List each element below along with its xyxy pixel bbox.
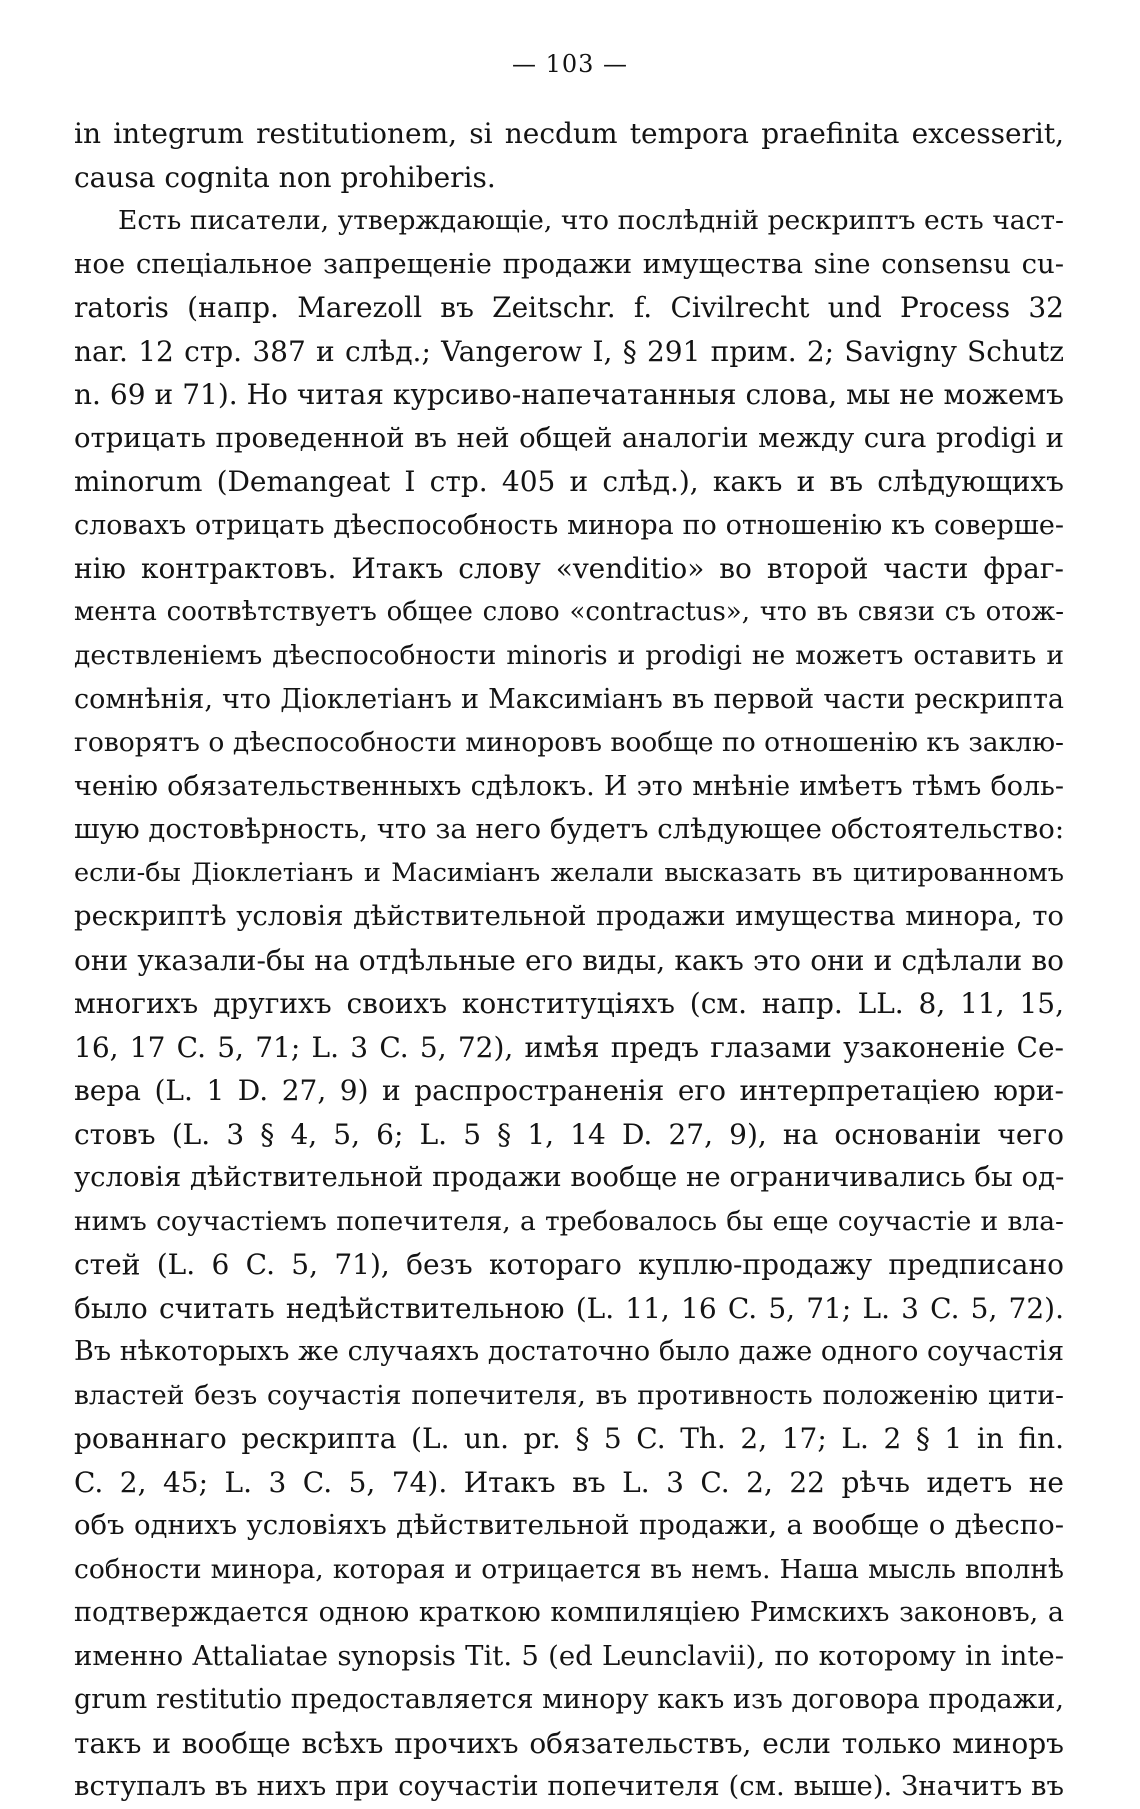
- text-line: C. 2, 45; L. 3 C. 5, 74). Итакъ въ L. 3 C. 2, 22 рѣчь идетъ не: [74, 1465, 1064, 1499]
- text-line: объ однихъ условіяхъ дѣйствительной продажи, а вообще о дѣеспо-: [74, 1509, 1064, 1541]
- text-line: рескриптѣ условія дѣйствительной продажи имущества минора, то: [74, 900, 1064, 932]
- text-line: такъ и вообще всѣхъ прочихъ обязательствъ, если только миноръ: [74, 1726, 1064, 1760]
- text-line: nar. 12 стр. 387 и слѣд.; Vangerow I, § 291 прим. 2; Savigny Schutz: [74, 334, 1064, 368]
- page-number: — 103 —: [511, 50, 629, 78]
- text-line: дествленіемъ дѣеспособности minoris и prodigi не можетъ оставить и: [74, 640, 1064, 671]
- text-line: 16, 17 C. 5, 71; L. 3 C. 5, 72), имѣя предъ глазами узаконеніе Се-: [74, 1030, 1064, 1064]
- text-line: нимъ соучастіемъ попечителя, а требовалось бы еще соучастіе и вла-: [74, 1205, 1064, 1237]
- text-line: n. 69 и 71). Но читая курсиво-напечатанныя слова, мы не можемъ: [74, 378, 1064, 411]
- text-line: Въ нѣкоторыхъ же случаяхъ достаточно было даже одного соучастія: [74, 1336, 1064, 1367]
- text-line: ratoris (напр. Marezoll въ Zeitschr. f. Civilrecht und Process 32: [74, 291, 1064, 324]
- text-line: говорятъ о дѣеспособности миноровъ вообще по отношенію къ заклю-: [74, 727, 1064, 758]
- text-line: рованнаго рескрипта (L. un. pr. § 5 C. Th. 2, 17; L. 2 § 1 in fin.: [74, 1422, 1064, 1455]
- text-line: causa cognita non prohiberis.: [74, 160, 496, 194]
- text-body: [74, 112, 1064, 1809]
- text-line: minorum (Demangeat I стр. 405 и слѣд.), какъ и въ слѣдующихъ: [74, 465, 1064, 498]
- text-line: стовъ (L. 3 § 4, 5, 6; L. 5 § 1, 14 D. 27, 9), на основаніи чего: [74, 1117, 1064, 1151]
- text-line: условія дѣйствительной продажи вообще не ограничивались бы од-: [74, 1161, 1064, 1193]
- text-line: ченію обязательственныхъ сдѣлокъ. И это мнѣніе имѣетъ тѣмъ боль-: [74, 770, 1064, 802]
- text-line: вступалъ въ нихъ при соучастіи попечителя (см. выше). Значитъ въ: [74, 1770, 1064, 1802]
- text-line: собности минора, которая и отрицается въ немъ. Наша мысль вполнѣ: [74, 1553, 1064, 1585]
- text-line: было считать недѣйствительною (L. 11, 16 C. 5, 71; L. 3 C. 5, 72).: [74, 1291, 1064, 1325]
- text-line: in integrum restitutionem, si necdum tempora praefinita excesserit,: [74, 117, 1064, 150]
- text-line: сомнѣнія, что Діоклетіанъ и Максиміанъ въ первой части рескрипта: [74, 683, 1064, 715]
- text-line: grum restitutio предоставляется минору какъ изъ договора продажи,: [74, 1684, 1064, 1715]
- text-line: подтверждается одною краткою компиляціею Римскихъ законовъ, а: [74, 1597, 1064, 1628]
- text-line: отрицать проведенной въ ней общей аналогіи между cura prodigi и: [74, 421, 1064, 454]
- text-line: словахъ отрицать дѣеспособность минора по отношенію къ соверше-: [74, 509, 1064, 541]
- text-line: если-бы Діоклетіанъ и Масиміанъ желали высказать въ цитированномъ: [74, 857, 1064, 888]
- text-line: нію контрактовъ. Итакъ слову «venditio» во второй части фраг-: [74, 552, 1064, 585]
- text-line: именно Attaliatae synopsis Tit. 5 (ed Leunclavii), по которому in inte-: [74, 1639, 1064, 1672]
- text-line: мента соотвѣтствуетъ общее слово «contractus», что въ связи съ отож-: [74, 596, 1064, 627]
- text-line: властей безъ соучастія попечителя, въ противность положенію цити-: [74, 1379, 1064, 1411]
- text-line: шую достовѣрность, что за него будетъ слѣдующее обстоятельство:: [74, 813, 1064, 845]
- text-line: ное спеціальное запрещеніе продажи имущества sine consensu cu-: [74, 247, 1064, 280]
- text-line: многихъ другихъ своихъ конституціяхъ (см. напр. LL. 8, 11, 15,: [74, 987, 1064, 1020]
- text-line: вера (L. 1 D. 27, 9) и распространенія его интерпретаціею юри-: [74, 1074, 1064, 1107]
- text-line: они указали-бы на отдѣльные его виды, какъ это они и сдѣлали во: [74, 943, 1064, 977]
- text-line: стей (L. 6 C. 5, 71), безъ котораго куплю-продажу предписано: [74, 1248, 1064, 1281]
- paragraph-start-line: Есть писатели, утверждающіе, что послѣдній рескриптъ есть част-: [118, 205, 1064, 236]
